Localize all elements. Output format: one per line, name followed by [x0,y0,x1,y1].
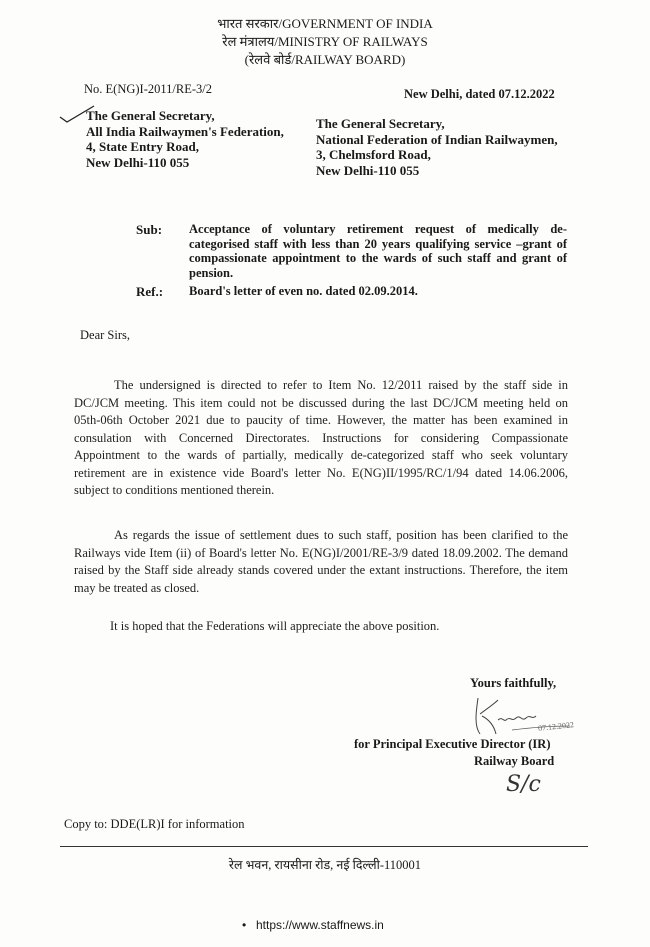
closing-for-line: for Principal Executive Director (IR) [354,737,551,751]
footer-address: रेल भवन, रायसीना रोड, नई दिल्ली-110001 [228,858,422,872]
subject-label: Sub: [136,222,163,237]
addressee-right-line: National Federation of Indian Railwaymen, [316,131,558,147]
addressee-right-line: The General Secretary, [316,116,445,131]
footer-divider [60,846,588,847]
signature-image [458,690,608,742]
signature-date: 07.12.2022 [537,720,575,733]
reference-text: Board's letter of even no. dated 02.09.2014. [189,284,418,298]
salutation: Dear Sirs, [80,328,130,342]
body-paragraph-1: The undersigned is directed to refer to Item No. 12/2011 raised by the staff side in DC/JCM meeting. This item could not be discussed during the last DC/JCM meeting held on 05th-06th October 2021 due to paucity of time. However, the matter has been examined in consulation with Concerned Directorates. Instructions for considering Compassionate Appointment to the wards of partially, medically de-categorized staff who seek voluntary retirement are in existence vide Board's letter No. E(NG)II/1995/RC/1/94 dated 14.06.2006, subject to conditions mentioned therein. [74,378,568,497]
addressee-right-line: New Delhi-110 055 [316,162,420,178]
header-line-board: (रेलवे बोर्ड/RAILWAY BOARD) [244,52,406,67]
header-line-ministry: रेल मंत्रालय/MINISTRY OF RAILWAYS [222,34,428,49]
addressee-left [86,108,284,170]
reference-label: Ref.: [136,284,164,299]
header-line-govt: भारत सरकार/GOVERNMENT OF INDIA [217,16,433,31]
addressee-left-line: 4, State Entry Road, [86,139,200,154]
bullet-dot-icon: • [242,918,247,932]
addressee-left-line: All India Railwaymen's Federation, [86,123,284,139]
addressee-right [316,116,558,178]
addressee-left-line: The General Secretary, [86,108,215,123]
letter-date: New Delhi, dated 07.12.2022 [404,87,555,101]
copy-to-line: Copy to: DDE(LR)I for information [64,817,245,831]
body-paragraph-2: As regards the issue of settlement dues to such staff, position has been clarified to the Railways vide Item (ii) of Board's letter No. E(NG)I/2001/RE-3/9 dated 18.09.2002. The demand raised by the Staff side already stands covered under the extant instructions. Therefore, the item may be treated as closed. [74,528,568,595]
addressee-left-line: New Delhi-110 055 [86,154,190,170]
subject-text: Acceptance of voluntary retirement request of medically de-categorised staff with less than 20 years qualifying service –grant of compassionate appointment to the wards of such staff and grant of pension. [189,222,567,280]
website-link[interactable]: https://www.staffnews.in [256,918,384,932]
file-reference-number: No. E(NG)I-2011/RE-3/2 [84,82,212,96]
closing-office: Railway Board [474,754,555,768]
body-paragraph-3: It is hoped that the Federations will appreciate the above position. [110,619,440,633]
handwritten-initials: S/c [506,772,541,797]
closing-yours-faithfully: Yours faithfully, [470,676,557,690]
addressee-right-line: 3, Chelmsford Road, [316,147,431,162]
